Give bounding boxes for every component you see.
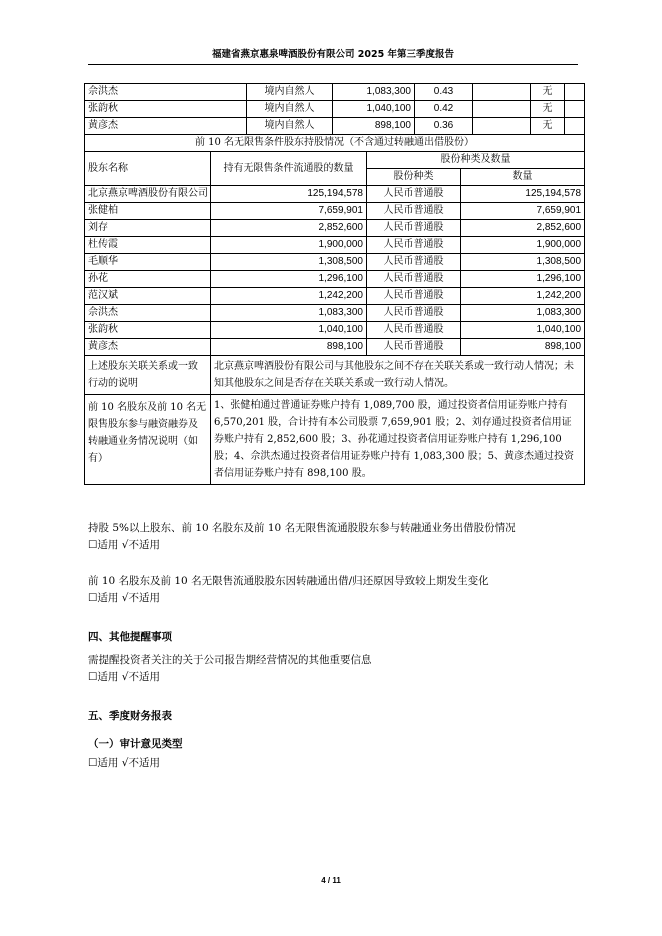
unrestricted-shares: 1,296,100	[211, 271, 367, 288]
unrestricted-shares: 898,100	[211, 339, 367, 356]
empty-cell	[565, 101, 585, 118]
unrestricted-shares: 1,242,200	[211, 288, 367, 305]
holding-ratio: 0.42	[415, 101, 473, 118]
share-quantity: 898,100	[461, 339, 585, 356]
share-quantity: 1,083,300	[461, 305, 585, 322]
table-row	[85, 84, 585, 101]
share-quantity: 1,242,200	[461, 288, 585, 305]
share-quantity: 7,659,901	[461, 203, 585, 220]
share-quantity: 1,900,000	[461, 237, 585, 254]
shareholder-name: 黄彦杰	[85, 118, 247, 135]
shareholder-nature: 境内自然人	[247, 101, 333, 118]
holding-ratio: 0.43	[415, 84, 473, 101]
relation-label: 上述股东关联关系或一致行动的说明	[85, 356, 211, 395]
empty-cell	[473, 118, 531, 135]
share-quantity: 125,194,578	[461, 186, 585, 203]
table-row	[85, 322, 585, 339]
shareholder-name: 张韵秋	[85, 322, 211, 339]
shares-held: 898,100	[333, 118, 415, 135]
shareholder-nature: 境内自然人	[247, 118, 333, 135]
audit-opinion-option: ☐适用 √不适用	[88, 757, 160, 769]
unrestricted-shares: 1,308,500	[211, 254, 367, 271]
share-type: 人民币普通股	[367, 220, 461, 237]
unrestricted-shares: 1,083,300	[211, 305, 367, 322]
col-header-type: 股份种类	[367, 169, 461, 186]
lending-change-option: ☐适用 √不适用	[88, 592, 160, 604]
share-type: 人民币普通股	[367, 305, 461, 322]
lending-option: ☐适用 √不适用	[88, 539, 160, 551]
share-quantity: 1,040,100	[461, 322, 585, 339]
shareholder-name: 佘洪杰	[85, 84, 247, 101]
margin-text: 1、张健柏通过普通证券账户持有 1,089,700 股，通过投资者信用证券账户持有 6,570,201 股，合计持有本公司股票 7,659,901 股；2、刘存通过投资者信用证券账户持有 2,852,600 股；3、孙花通过投资者信用证券账户持有 1,296,100 股；4、佘洪杰通过投资者信用证券账户持有 1,083,300 股；5、黄彦杰通过投资者信用证券账户持有 898,100 股。	[211, 395, 585, 485]
lending-paragraph: 持股 5%以上股东、前 10 名股东及前 10 名无限售流通股股东参与转融通业务出借股份情况	[88, 522, 516, 534]
shareholder-name: 张健柏	[85, 203, 211, 220]
shares-held: 1,083,300	[333, 84, 415, 101]
col-header-type-group: 股份种类及数量	[367, 152, 585, 169]
shareholder-name: 张韵秋	[85, 101, 247, 118]
pledge-status: 无	[531, 118, 565, 135]
unrestricted-shareholders-table	[84, 135, 585, 485]
empty-cell	[473, 84, 531, 101]
table-row	[85, 220, 585, 237]
col-header-qty: 数量	[461, 169, 585, 186]
relation-text: 北京燕京啤酒股份有限公司与其他股东之间不存在关联关系或一致行动人情况；未知其他股东之间是否存在关联关系或一致行动人情况。	[211, 356, 585, 395]
table-row	[85, 271, 585, 288]
share-type: 人民币普通股	[367, 186, 461, 203]
unrestricted-shares: 1,040,100	[211, 322, 367, 339]
shareholder-nature: 境内自然人	[247, 84, 333, 101]
table-row	[85, 288, 585, 305]
table-row	[85, 237, 585, 254]
shareholder-name: 范汉斌	[85, 288, 211, 305]
section-four-text: 需提醒投资者关注的关于公司报告期经营情况的其他重要信息	[88, 654, 372, 666]
shareholder-tables	[84, 83, 584, 485]
shareholder-name: 杜传霞	[85, 237, 211, 254]
pledge-status: 无	[531, 101, 565, 118]
margin-label: 前 10 名股东及前 10 名无限售股东参与融资融券及转融通业务情况说明（如有）	[85, 395, 211, 485]
share-quantity: 1,296,100	[461, 271, 585, 288]
share-type: 人民币普通股	[367, 271, 461, 288]
share-quantity: 1,308,500	[461, 254, 585, 271]
empty-cell	[565, 84, 585, 101]
share-type: 人民币普通股	[367, 288, 461, 305]
shareholder-name: 佘洪杰	[85, 305, 211, 322]
shareholder-name: 刘存	[85, 220, 211, 237]
lending-change-paragraph: 前 10 名股东及前 10 名无限售流通股股东因转融通出借/归还原因导致较上期发生变化	[88, 575, 489, 587]
table-row	[85, 203, 585, 220]
holding-ratio: 0.36	[415, 118, 473, 135]
col-header-name: 股东名称	[85, 152, 211, 186]
table-row	[85, 339, 585, 356]
audit-opinion-subtitle: （一）审计意见类型	[88, 738, 183, 750]
table-row	[85, 254, 585, 271]
shares-held: 1,040,100	[333, 101, 415, 118]
shareholder-name: 北京燕京啤酒股份有限公司	[85, 186, 211, 203]
page-header: 福建省燕京惠泉啤酒股份有限公司 2025 年第三季度报告	[88, 46, 578, 65]
table-title: 前 10 名无限售条件股东持股情况（不含通过转融通出借股份）	[85, 135, 585, 152]
section-four-title: 四、其他提醒事项	[88, 631, 172, 643]
col-header-holding: 持有无限售条件流通股的数量	[211, 152, 367, 186]
pledge-status: 无	[531, 84, 565, 101]
share-type: 人民币普通股	[367, 322, 461, 339]
share-type: 人民币普通股	[367, 339, 461, 356]
section-five-title: 五、季度财务报表	[88, 710, 172, 722]
table-row	[85, 186, 585, 203]
unrestricted-shares: 2,852,600	[211, 220, 367, 237]
shareholder-name: 毛顺华	[85, 254, 211, 271]
share-type: 人民币普通股	[367, 237, 461, 254]
top-shareholders-table-continued	[84, 83, 585, 135]
unrestricted-shares: 125,194,578	[211, 186, 367, 203]
unrestricted-shares: 7,659,901	[211, 203, 367, 220]
table-row	[85, 118, 585, 135]
empty-cell	[565, 118, 585, 135]
empty-cell	[473, 101, 531, 118]
table-row	[85, 305, 585, 322]
share-type: 人民币普通股	[367, 254, 461, 271]
share-type: 人民币普通股	[367, 203, 461, 220]
unrestricted-shares: 1,900,000	[211, 237, 367, 254]
shareholder-name: 黄彦杰	[85, 339, 211, 356]
shareholder-name: 孙花	[85, 271, 211, 288]
table-row	[85, 101, 585, 118]
share-quantity: 2,852,600	[461, 220, 585, 237]
section-four-option: ☐适用 √不适用	[88, 671, 160, 683]
page-number: 4 / 11	[321, 876, 341, 885]
